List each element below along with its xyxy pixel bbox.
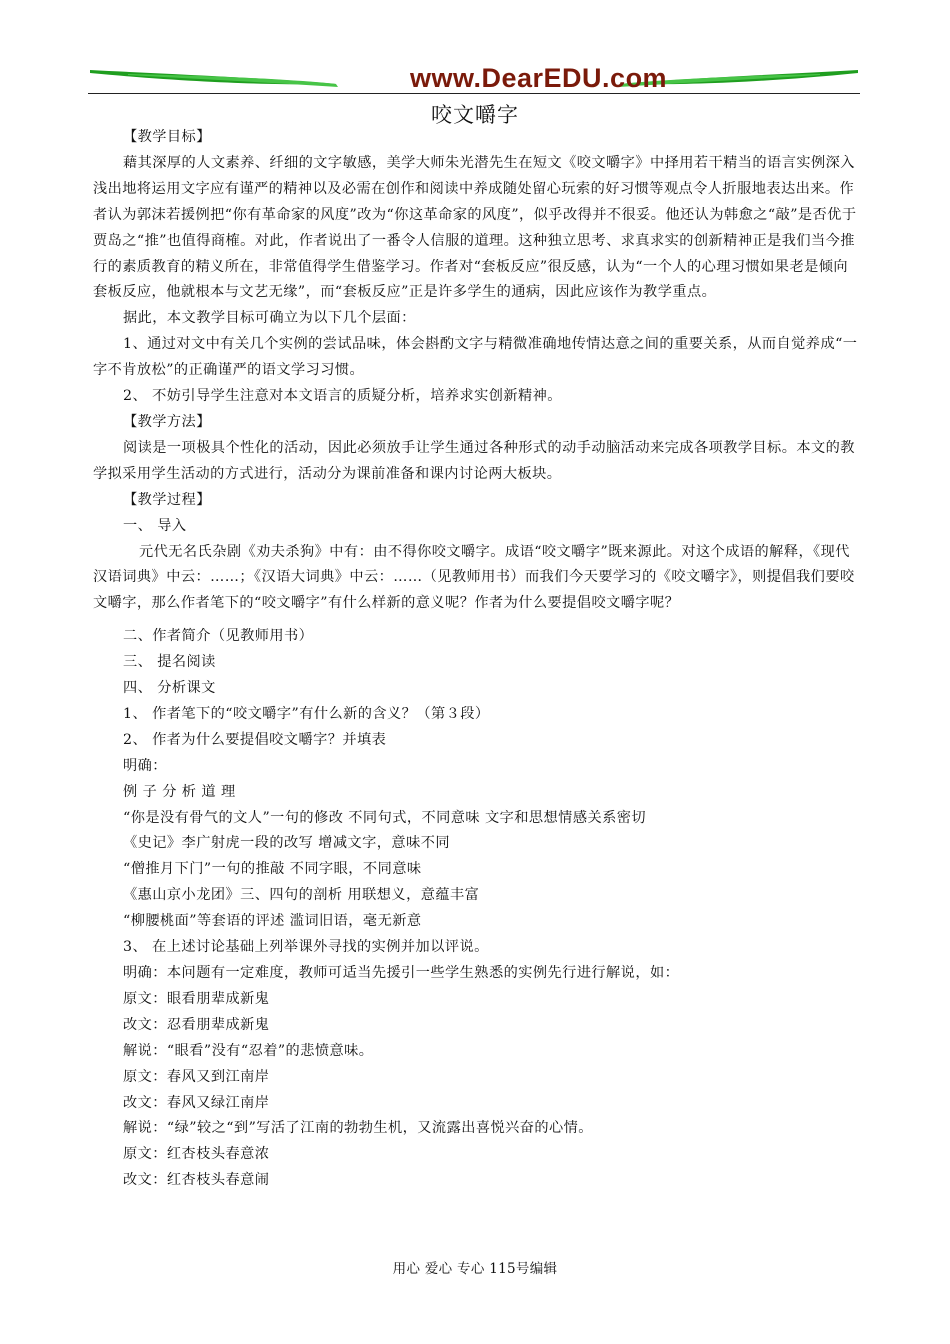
section-heading-process: 【教学过程】 (123, 491, 211, 508)
example-explanation: 解说：“眼看”没有“忍着”的悲愤意味。 (123, 1042, 374, 1059)
table-row: 《惠山京小龙团》三、四句的剖析 用联想义，意蕴丰富 (123, 887, 480, 904)
left-swoosh-highlight (128, 74, 338, 87)
list-item: 1、通过对文中有关几个实例的尝试品味，体会斟酌文字与精微准确地传情达意之间的重要关系，从而自觉养成“一字不肯放松”的正确谨严的语文学习习惯。 (93, 336, 858, 379)
header-rule (88, 93, 860, 94)
section-heading-goals: 【教学目标】 (123, 129, 211, 145)
document-body (93, 125, 861, 1194)
answer-text: 明确：本问题有一定难度，教师可适当先援引一些学生熟悉的实例先行进行解说，如： (123, 965, 680, 981)
paragraph: 藉其深厚的人文素养、纤细的文字敏感，美学大师朱光潜先生在短文《咬文嚼字》中择用若干精当的语言实例深入浅出地将运用文字应有谨严的精神以及必需在创作和阅读中养成随处留心玩索的好习惯等观点令人折服地表达出来。作者认为郭沫若援例把“你有革命家的风度”改为“你这革命家的风度”，似乎改得并不很妥。他还认为韩愈之“敲”是否优于贾岛之“推”也值得商榷。对此，作者说出了一番令人信服的道理。这种独立思考、求真求实的创新精神正是我们当今推行的素质教育的精义所在，非常值得学生借鉴学习。作者对“套板反应”很反感，认为“一个人的心理习惯如果老是倾向套板反应，他就根本与文艺无缘”，而“套板反应”正是许多学生的通病，因此应该作为教学重点。 (93, 154, 857, 301)
paragraph: 据此，本文教学目标可确立为以下几个层面： (123, 310, 416, 327)
site-banner (88, 62, 860, 96)
table-row: “柳腰桃面”等套语的评述 滥词旧语，毫无新意 (123, 913, 422, 930)
step-heading: 三、 提名阅读 (123, 654, 216, 671)
table-row: 《史记》李广射虎一段的改写 增减文字，意味不同 (123, 835, 450, 852)
example-original: 原文：眼看朋辈成新鬼 (123, 990, 270, 1007)
step-heading: 四、 分析课文 (123, 680, 216, 697)
example-revised: 改文：红杏枝头春意闹 (123, 1172, 270, 1189)
example-original: 原文：春风又到江南岸 (123, 1068, 270, 1085)
answer-label: 明确： (123, 757, 167, 774)
example-revised: 改文：春风又绿江南岸 (123, 1094, 270, 1111)
paragraph: 阅读是一项极具个性化的活动，因此必须放手让学生通过各种形式的动手动脑活动来完成各项教学目标。本文的教学拟采用学生活动的方式进行，活动分为课前准备和课内讨论两大板块。 (93, 439, 855, 482)
table-header: 例 子 分 析 道 理 (123, 783, 236, 800)
example-revised: 改文：忍看朋辈成新鬼 (123, 1016, 270, 1033)
table-row: “你是没有骨气的文人”一句的修改 不同句式，不同意味 文字和思想情感关系密切 (123, 809, 647, 826)
question: 1、 作者笔下的“咬文嚼字”有什么新的含义？（第３段） (123, 705, 490, 722)
site-logo[interactable]: www.DearEDU.com (410, 63, 668, 93)
example-original: 原文：红杏枝头春意浓 (123, 1146, 270, 1163)
page-title: 咬文嚼字 (431, 103, 519, 127)
question: 2、 作者为什么要提倡咬文嚼字？并填表 (123, 731, 387, 748)
page-footer: 用心 爱心 专心 115号编辑 (392, 1261, 558, 1277)
question: 3、 在上述讨论基础上列举课外寻找的实例并加以评说。 (123, 939, 489, 956)
paragraph: 元代无名氏杂剧《劝夫杀狗》中有：由不得你咬文嚼字。成语“咬文嚼字”既来源此。对这个成语的解释，《现代汉语词典》中云：……；《汉语大词典》中云：……（见教师用书）而我们今天要学习的《咬文嚼字》，则提倡我们要咬文嚼字，那么作者笔下的“咬文嚼字”有什么样新的意义呢？作者为什么要提倡咬文嚼字呢？ (93, 543, 855, 612)
section-heading-methods: 【教学方法】 (123, 413, 211, 430)
table-row: “僧推月下门”一句的推敲 不同字眼，不同意味 (123, 861, 422, 878)
list-item: 2、 不妨引导学生注意对本文语言的质疑分析，培养求实创新精神。 (123, 388, 562, 405)
step-heading: 一、 导入 (123, 517, 187, 534)
step-heading: 二、作者简介（见教师用书） (123, 628, 314, 645)
example-explanation: 解说：“绿”较之“到”写活了江南的勃勃生机，又流露出喜悦兴奋的心情。 (123, 1120, 593, 1137)
spacer (93, 617, 861, 624)
